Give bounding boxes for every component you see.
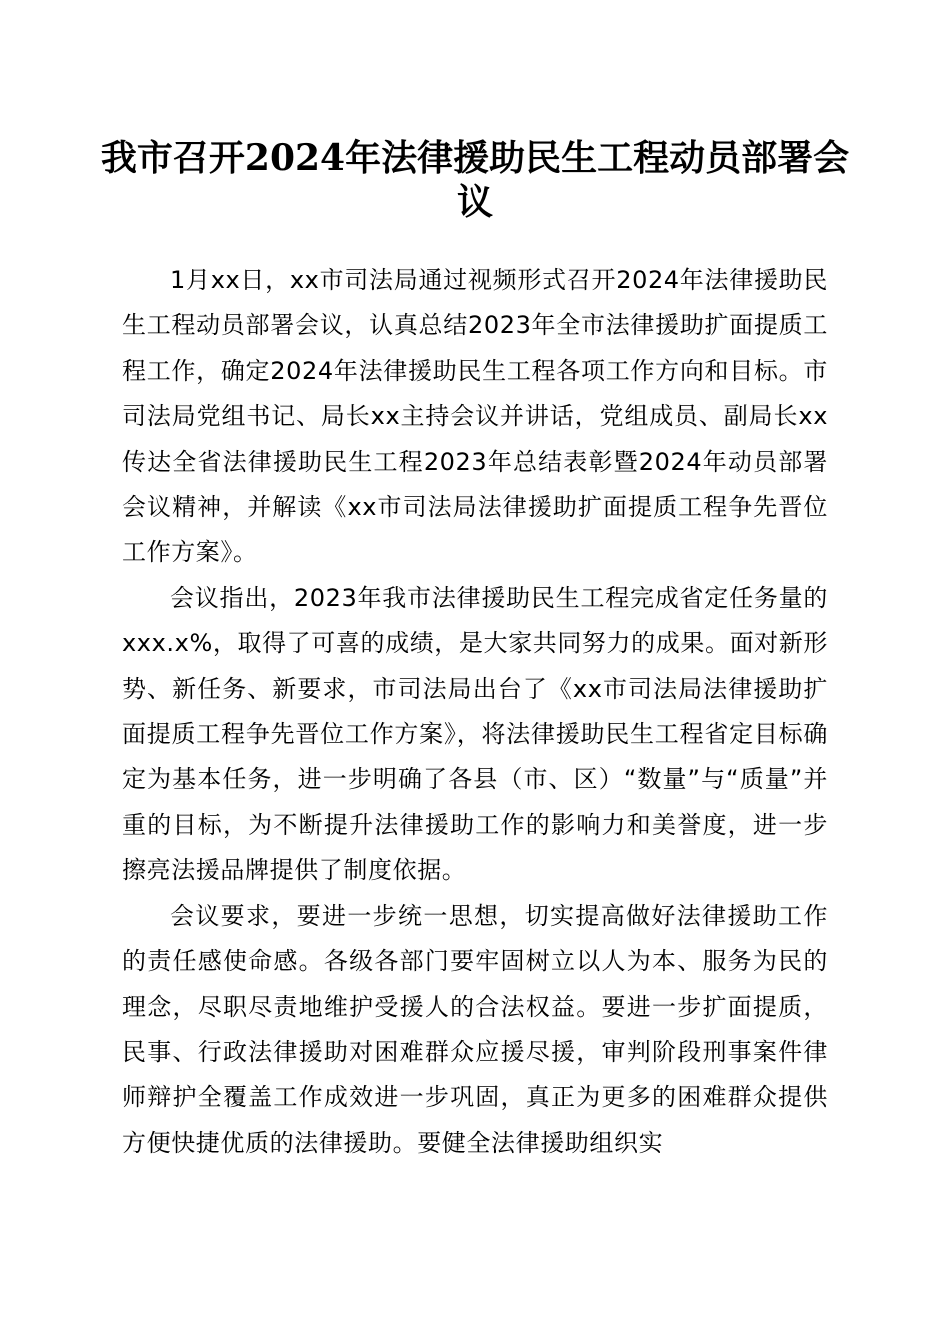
document-body — [122, 258, 828, 1166]
paragraph: 会议要求，要进一步统一思想，切实提高做好法律援助工作的责任感使命感。各级各部门要牢固树立以人为本、服务为民的理念，尽职尽责地维护受援人的合法权益。要进一步扩面提质，民事、行政法律援助对困难群众应援尽援，审判阶段刑事案件律师辩护全覆盖工作成效进一步巩固，真正为更多的困难群众提供方便快捷优质的法律援助。要健全法律援助组织实 — [122, 901, 828, 1157]
paragraph: 会议指出，2023年我市法律援助民生工程完成省定任务量的xxx.x%，取得了可喜的成绩，是大家共同努力的成果。面对新形势、新任务、新要求，市司法局出台了《xx市司法局法律援助扩面提质工程争先晋位工作方案》，将法律援助民生工程省定目标确定为基本任务，进一步明确了各县（市、区）“数量”与“质量”并重的目标，为不断提升法律援助工作的影响力和美誉度，进一步擦亮法援品牌提供了制度依据。 — [122, 583, 828, 885]
document-title: 我市召开2024年法律援助民生工程动员部署会议 — [100, 137, 850, 223]
paragraph: 1月xx日，xx市司法局通过视频形式召开2024年法律援助民生工程动员部署会议，认真总结2023年全市法律援助扩面提质工程工作，确定2024年法律援助民生工程各项工作方向和目标。市司法局党组书记、局长xx主持会议并讲话，党组成员、副局长xx传达全省法律援助民生工程2023年总结表彰暨2024年动员部署会议精神，并解读《xx市司法局法律援助扩面提质工程争先晋位工作方案》。 — [122, 266, 828, 567]
